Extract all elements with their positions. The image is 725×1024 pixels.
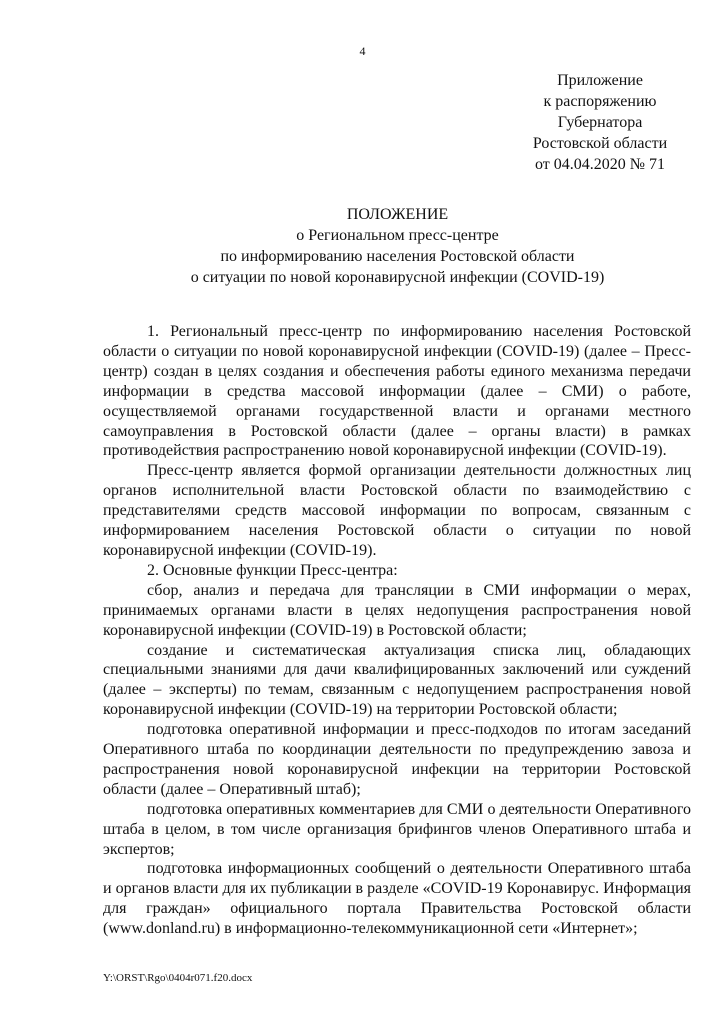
title-line: по информированию населения Ростовской области [220,248,575,265]
paragraph: подготовка оперативных комментариев для СМИ о деятельности Оперативного штаба в целом, в том числе организация брифингов членов Оперативного штаба и экспертов; [103,800,691,858]
footer-file-path: Y:\ORST\Rgo\0404r071.f20.docx [103,972,253,984]
appendix-line: к распоряжению [543,93,657,110]
appendix-block [490,70,710,175]
page-number: 4 [359,44,366,58]
title-line: о ситуации по новой коронавирусной инфекции (COVID-19) [190,269,605,286]
document-title [0,204,725,288]
title-heading: ПОЛОЖЕНИЕ [346,206,449,223]
appendix-line: от 04.04.2020 № 71 [534,156,666,173]
paragraph: сбор, анализ и передача для трансляции в СМИ информации о мерах, принимаемых органами власти в целях недопущения распространения новой коронавирусной инфекции (COVID-19) в Ростовской области; [103,581,691,639]
paragraph: подготовка информационных сообщений о деятельности Оперативного штаба и органов власти для их публикации в разделе «COVID-19 Коронавирус. Информация для граждан» официального портала Правительства Ростовской области (www.donland.ru) в информационно-телекоммуникационной сети «Интернет»; [103,860,691,938]
appendix-line: Губернатора [557,114,643,131]
appendix-line: Ростовской области [532,135,668,152]
paragraph: Пресс-центр является формой организации деятельности должностных лиц органов исполнительной власти Ростовской области по взаимодействию с представителями средств массовой информации по вопросам, связанным с информированием населения Ростовской области о ситуации по новой коронавирусной инфекции (COVID-19). [103,462,691,559]
paragraph: создание и систематическая актуализация списка лиц, обладающих специальными знаниями для дачи квалифицированных заключений или суждений (далее – эксперты) по темам, связанным с недопущением распространения новой коронавирусной инфекции (COVID-19) на территории Ростовской области; [103,641,691,719]
paragraph: подготовка оперативной информации и пресс-подходов по итогам заседаний Оперативного штаба по координации деятельности по предупреждению завоза и распространения новой коронавирусной инфекции на территории Ростовской области (далее – Оперативный штаб); [103,721,691,798]
paragraph: 2. Основные функции Пресс-центра: [147,561,398,579]
title-line: о Региональном пресс-центре [296,227,499,244]
appendix-line: Приложение [557,72,643,89]
paragraph: 1. Региональный пресс-центр по информированию населения Ростовской области о ситуации по новой коронавирусной инфекции (COVID-19) (далее – Пресс-центр) создан в целях создания и обеспечения работы единого механизма передачи информации в средства массовой информации (далее – СМИ) о работе, осуществляемой органами государственной власти и органами местного самоуправления в Ростовской области (далее – органы власти) в рамках противодействия распространению новой коронавирусной инфекции (COVID-19). [103,323,691,460]
document-body [103,322,691,939]
